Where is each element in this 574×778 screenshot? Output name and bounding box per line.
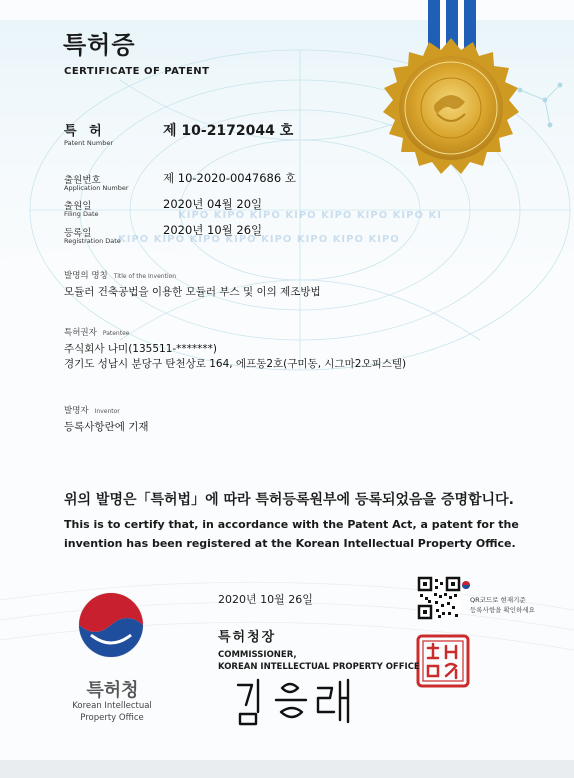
inventor-label-ko: 발명자	[64, 406, 89, 416]
certificate-title-ko: 특허증	[63, 31, 136, 59]
declaration-korean: 위의 발명은「특허법」에 따라 특허등록원부에 등록되었음을 증명합니다.	[64, 492, 514, 508]
declaration-english: This is to certify that, in accordance with the Patent Act, a patent for the invention has been registered at the Korean Intellectual Property Office.	[64, 518, 519, 550]
registration-date-label-en: Registration Date	[64, 237, 121, 245]
registration-date-label: 등록일	[64, 228, 92, 239]
commissioner-signature-icon	[238, 680, 348, 724]
filing-date-label-en: Filing Date	[64, 210, 99, 218]
registration-date-value: 2020년 10월 26일	[163, 223, 263, 237]
invention-title-label-en: Title of the Invention	[113, 273, 177, 280]
patent-number-value: 제 10-2172044 호	[163, 123, 294, 139]
invention-title-value: 모듈러 건축공법을 이용한 모듈러 부스 및 이의 제조방법	[64, 286, 321, 298]
office-name-en-line2: Property Office	[80, 713, 144, 723]
page-footer-bar	[0, 760, 574, 778]
inventor-value: 등록사항란에 기재	[64, 421, 149, 433]
commissioner-title-en-line2: KOREAN INTELLECTUAL PROPERTY OFFICE	[218, 662, 420, 672]
patentee-label-en: Patentee	[102, 330, 130, 337]
small-kipo-mark-icon	[462, 581, 470, 589]
inventor-label	[64, 404, 120, 416]
invention-title-label	[64, 269, 176, 281]
office-name-en	[52, 700, 172, 724]
application-number-label: 출원번호	[64, 175, 101, 186]
qr-code-icon	[418, 577, 460, 619]
qr-code-note	[470, 595, 535, 615]
inventor-label-en: Inventor	[94, 408, 120, 415]
certificate-title-en: CERTIFICATE OF PATENT	[64, 66, 210, 77]
commissioner-title-en	[218, 649, 420, 673]
filing-date-value: 2020년 04월 20일	[163, 197, 263, 211]
patentee-address: 경기도 성남시 분당구 탄천상로 164, 에프동2호(구미동, 시그마2오피스텔)	[64, 358, 407, 370]
application-number-label-en: Application Number	[64, 184, 129, 192]
kipo-logo-icon	[79, 593, 143, 657]
patent-number-label-en: Patent Number	[64, 139, 114, 147]
invention-title-label-ko: 발명의 명칭	[64, 271, 108, 281]
official-red-seal-icon	[418, 636, 468, 686]
commissioner-title-ko: 특허청장	[218, 630, 277, 645]
kipo-watermark-row: KIPO KIPO KIPO KIPO KIPO KIPO KIPO KIPO	[118, 234, 400, 245]
patentee-label-ko: 특허권자	[64, 328, 97, 338]
qr-code-note-line2: 등록사항을 확인하세요	[470, 606, 535, 614]
office-name-en-line1: Korean Intellectual	[72, 701, 152, 711]
office-name-ko: 특허청	[86, 680, 139, 701]
filing-date-label: 출원일	[64, 201, 92, 212]
qr-code-note-line1: QR코드로 현재기준	[470, 596, 526, 604]
application-number-value: 제 10-2020-0047686 호	[163, 171, 296, 185]
patentee-label	[64, 326, 129, 338]
kipo-watermark-row: KIPO KIPO KIPO KIPO KIPO KIPO KIPO KI	[178, 210, 442, 221]
patent-number-label: 특 허	[64, 124, 106, 139]
issue-date: 2020년 10월 26일	[218, 593, 313, 606]
commissioner-title-en-line1: COMMISSIONER,	[218, 650, 297, 660]
patentee-name: 주식회사 나미(135511-*******)	[64, 343, 218, 355]
